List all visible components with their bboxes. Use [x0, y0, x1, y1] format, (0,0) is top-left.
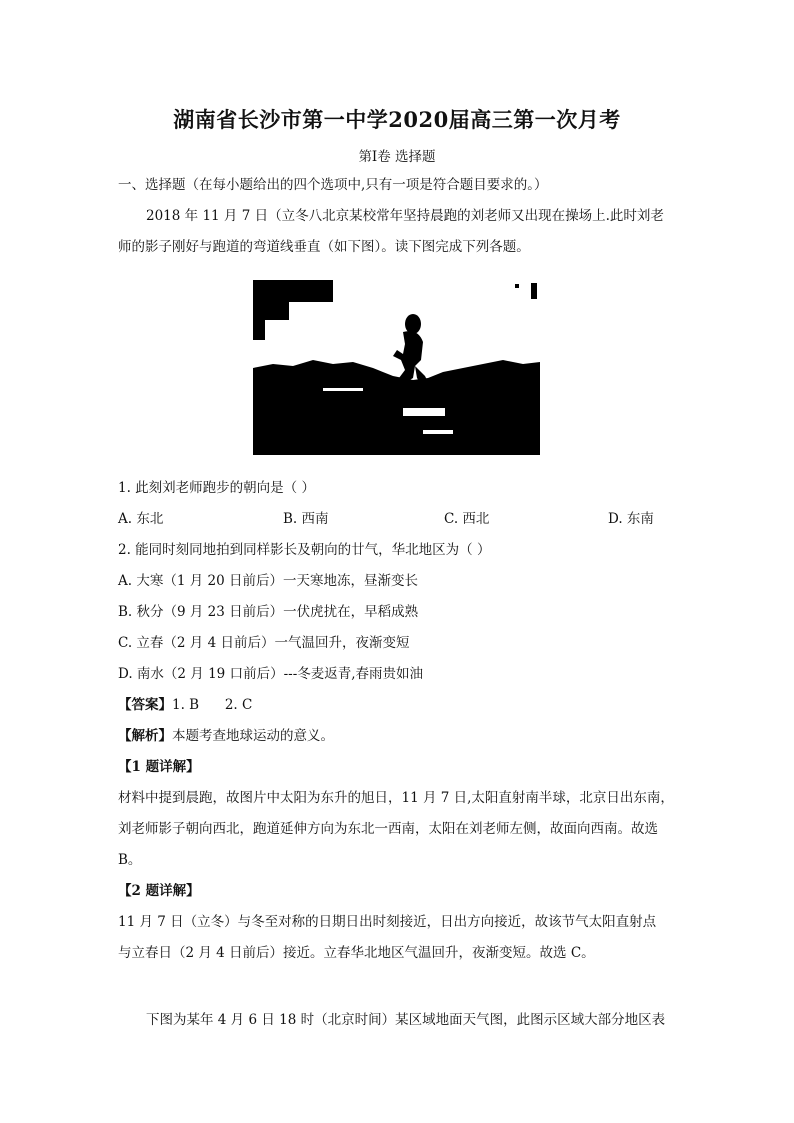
q1-stem: 1. 此刻刘老师跑步的朝向是（ ） — [118, 480, 315, 496]
detail2-heading: 【2 题详解】 — [118, 883, 200, 899]
detail1-heading: 【1 题详解】 — [118, 759, 200, 775]
analysis-label: 【解析】 — [118, 728, 172, 744]
q1-option-c: C. 西北 — [444, 511, 490, 527]
page-title: 湖南省长沙市第一中学2020届高三第一次月考 — [173, 107, 621, 132]
answer-line — [118, 695, 252, 715]
q1-option-a: A. 东北 — [118, 511, 164, 527]
q1-option-d: D. 东南 — [608, 511, 654, 527]
detail2-line-1: 11 月 7 日（立冬）与冬至对称的日期日出时刻接近，日出方向接近，故该节气太阳直射点 — [118, 914, 657, 930]
q2-option-c: C. 立春（2 月 4 日前后）一气温回升，夜渐变短 — [118, 635, 410, 651]
q1-option-b: B. 西南 — [283, 511, 329, 527]
section-heading: 一、选择题（在每小题给出的四个选项中,只有一项是符合题目要求的。） — [118, 177, 548, 193]
next-question-intro: 下图为某年 4 月 6 日 18 时（北京时间）某区域地面天气图，此图示区域大部分地区表 — [146, 1012, 666, 1028]
page-subtitle: 第Ⅰ卷 选择题 — [358, 149, 436, 165]
running-silhouette-photo — [253, 280, 540, 455]
q2-option-b: B. 秋分（9 月 23 日前后）一伏虎扰在，早稻成熟 — [118, 604, 419, 620]
answer-label: 【答案】 — [118, 697, 172, 713]
q2-option-d: D. 南水（2 月 19 口前后）---冬麦返青,春雨贵如油 — [118, 666, 424, 682]
answer-text: 1. B 2. C — [172, 697, 253, 713]
q2-stem: 2. 能同时刻同地拍到同样影长及朝向的廿气，华北地区为（ ） — [118, 542, 491, 558]
q2-option-a: A. 大寒（1 月 20 日前后）一天寒地冻，昼渐变长 — [118, 573, 418, 589]
detail1-line-2: 刘老师影子朝向西北，跑道延伸方向为东北一西南，太阳在刘老师左侧，故面向西南。故选 — [118, 821, 658, 837]
intro-line-2: 师的影子刚好与跑道的弯道线垂直（如下图）。读下图完成下列各题。 — [118, 239, 530, 255]
analysis-text: 本题考查地球运动的意义。 — [172, 728, 334, 744]
detail1-line-3: B。 — [118, 852, 142, 868]
detail1-line-1: 材料中提到晨跑，故图片中太阳为东升的旭日，11 月 7 日,太阳直射南半球，北京日出东南， — [118, 790, 674, 806]
detail2-line-2: 与立春日（2 月 4 日前后）接近。立春华北地区气温回升，夜渐变短。故选 C。 — [118, 945, 595, 961]
intro-line-1: 2018 年 11 月 7 日（立冬八北京某校常年坚持晨跑的刘老师又出现在操场上.此时刘老 — [146, 208, 664, 224]
analysis-line — [118, 726, 334, 746]
